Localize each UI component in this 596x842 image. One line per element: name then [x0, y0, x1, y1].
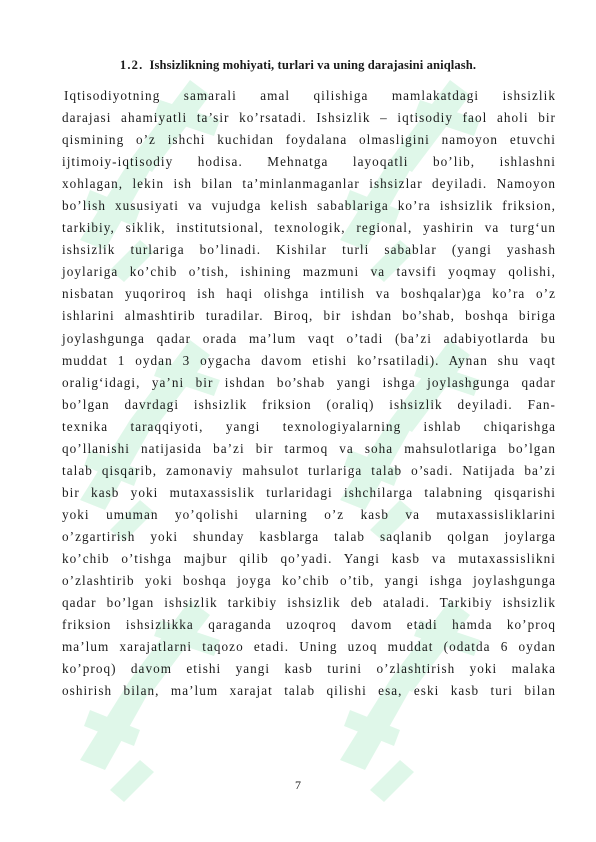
text-line: qadar bo’lgan ishsizlik tarkibiy ishsizlik deb ataladi. Tarkibiy ishsizlik — [62, 595, 556, 611]
text-line: ko’chib o’tishga majbur qilib qo’yadi. Yangi kasb va mutaxassislikni — [62, 550, 556, 566]
text-line: qo’llanishi natijasida ba’zi bir tarmoq va soha mahsulotlariga bo’lgan — [62, 440, 556, 456]
section-title: Ishsizlikning mohiyati, turlari va uning darajasini aniqlash. — [149, 58, 477, 72]
text-line: joylariga ko’chib o’tish, ishining mazmuni va tavsifi yoqmay qolishi, — [62, 264, 556, 280]
text-line: xohlagan, lekin ish bilan ta’minlanmaganlar ishsizlar deyiladi. Namoyon — [62, 176, 556, 192]
text-line: qismining o’z ishchi kuchidan foydalana olmasligini namoyon etuvchi — [62, 132, 556, 148]
text-line: friksion ishsizlikka qaraganda uzoqroq davom etadi hamda ko’proq — [62, 617, 556, 633]
page-number: 7 — [295, 778, 301, 792]
text-line: ishsizlik turlariga bo’linadi. Kishilar turli sabablar (yangi yashash — [62, 242, 556, 258]
text-line: o’zlashtirib yoki boshqa joyga ko’chib o’tib, yangi ishga joylashgunga — [62, 573, 556, 589]
text-line: oshirish bilan, ma’lum xarajat talab qilishi esa, eski kasb turi bilan — [62, 683, 556, 699]
text-line: ishlarini almashtirib turadilar. Biroq, bir ishdan bo’shab, boshqa biriga — [62, 308, 556, 324]
text-line: tarkibiy, siklik, institutsional, texnologik, regional, yashirin va turg‘un — [62, 220, 556, 236]
text-line: bo’lish xususiyati va vujudga kelish sabablariga ko’ra ishsizlik friksion, — [62, 198, 556, 214]
text-line: bir kasb yoki mutaxassislik turlaridagi ishchilarga talabning qisqarishi — [62, 484, 556, 500]
section-heading — [0, 58, 596, 73]
text-line: texnika taraqqiyoti, yangi texnologiyalarning ishlab chiqarishga — [62, 418, 556, 434]
text-line: o’zgartirish yoki shunday kasblarga talab saqlanib qolgan joylarga — [62, 528, 556, 544]
text-line: oralig‘idagi, ya’ni bir ishdan bo’shab yangi ishga joylashgunga qadar — [62, 374, 556, 390]
text-line: ijtimoiy-iqtisodiy hodisa. Mehnatga layoqatli bo’lib, ishlashni — [62, 154, 556, 170]
text-line: joylashgunga qadar orada ma’lum vaqt o’tadi (ba’zi adabiyotlarda bu — [62, 330, 556, 346]
text-line: ko’proq) davom etishi yangi kasb turini o’zlashtirish yoki malaka — [62, 661, 556, 677]
body-paragraph — [62, 85, 556, 702]
text-line: yoki umuman yo’qolishi ularning o’z kasb va mutaxassisliklarini — [62, 506, 556, 522]
text-line: talab qisqarib, zamonaviy mahsulot turlariga talab o’sadi. Natijada ba’zi — [62, 462, 556, 478]
text-line: darajasi ahamiyatli ta’sir ko’rsatadi. Ishsizlik – iqtisodiy faol aholi bir — [62, 110, 556, 126]
text-line: ma’lum xarajatlarni taqozo etadi. Uning uzoq muddat (odatda 6 oydan — [62, 639, 556, 655]
text-line: Iqtisodiyotning samarali amal qilishiga mamlakatdagi ishsizlik — [64, 88, 556, 103]
text-line: muddat 1 oydan 3 oygacha davom etishi ko’rsatiladi). Aynan shu vaqt — [62, 352, 556, 368]
text-line: bo’lgan davrdagi ishsizlik friksion (oraliq) ishsizlik deyiladi. Fan- — [62, 396, 556, 412]
section-number: 1.2. — [119, 58, 144, 72]
text-line: nisbatan yuqoriroq ish haqi olishga intilish va boshqalar)ga ko’ra o’z — [62, 286, 556, 302]
